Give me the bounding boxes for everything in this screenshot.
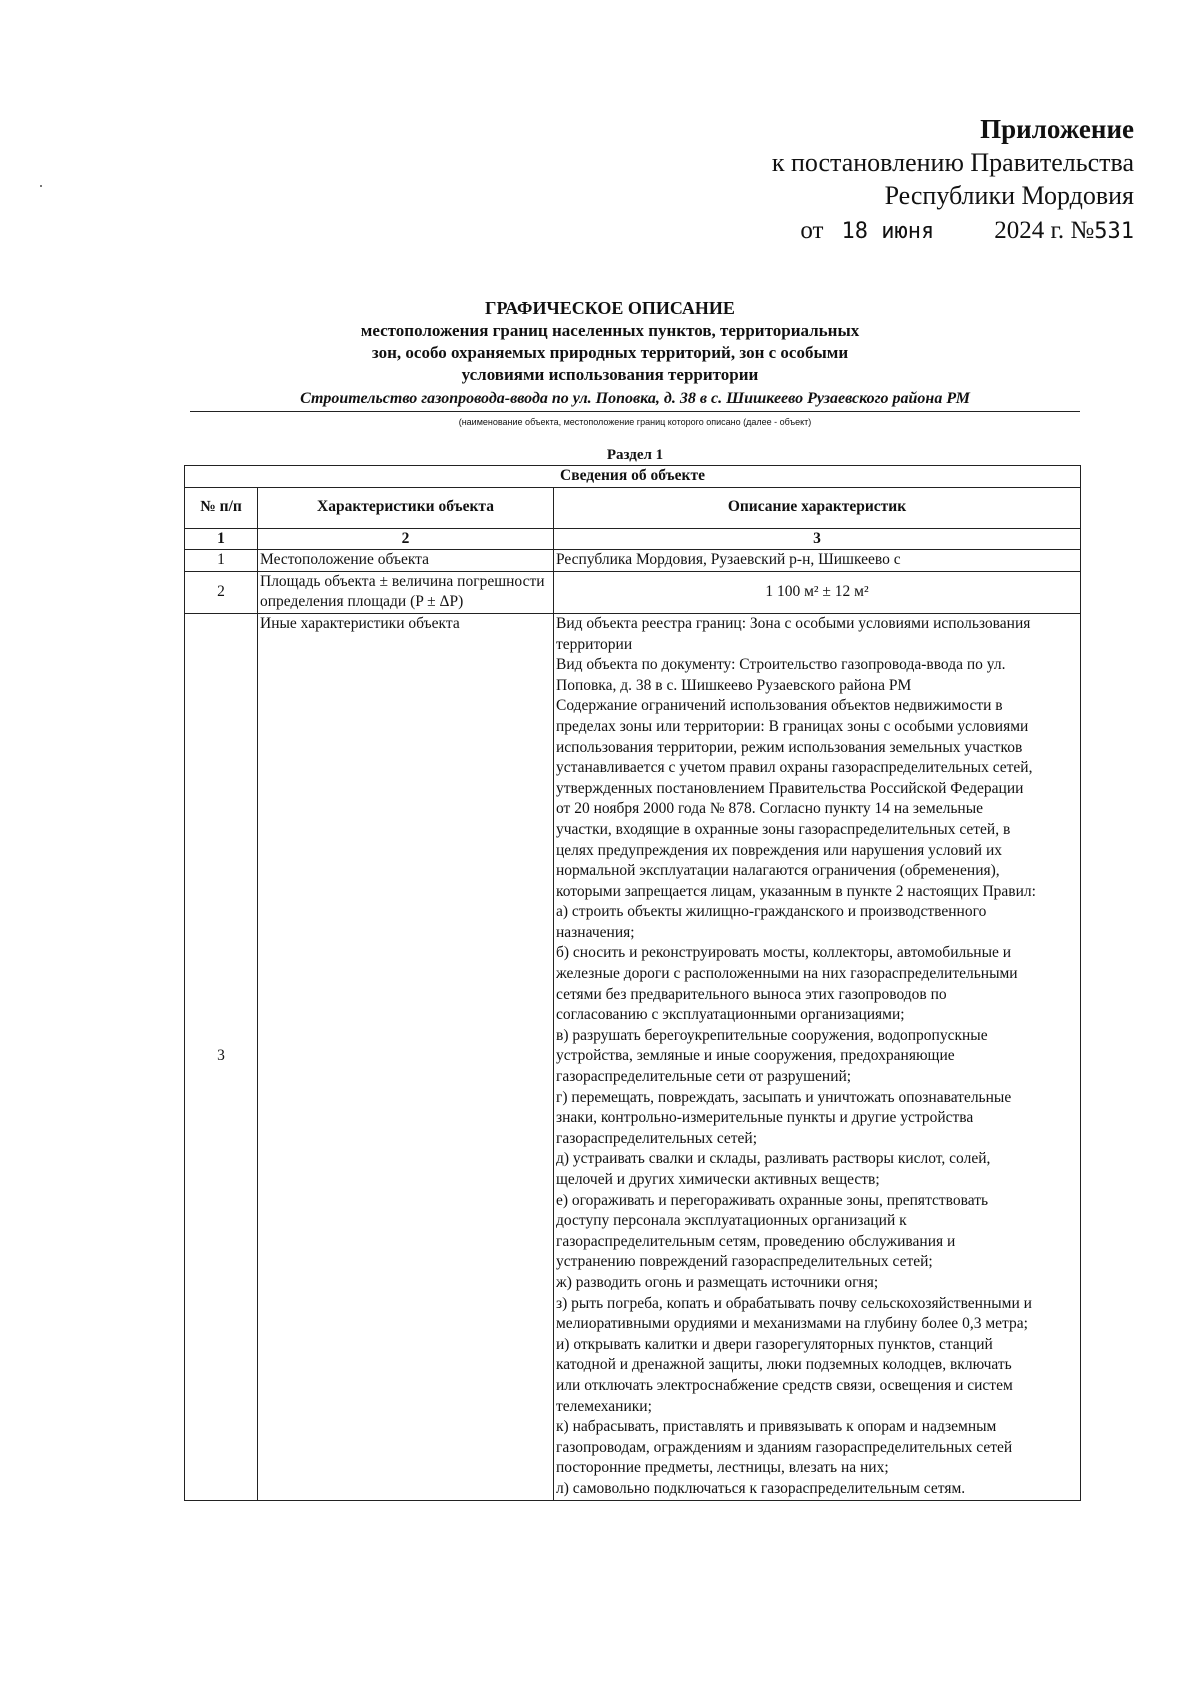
description-line: ж) разводить огонь и размещать источники огня; [556, 1273, 879, 1291]
col-number: 3 [554, 528, 1081, 550]
col-number: 1 [185, 528, 258, 550]
row-characteristic: Площадь объекта ± величина погрешности определения площади (P ± ΔP) [258, 571, 554, 613]
document-subtitle-line: местоположения границ населенных пунктов, территориальных [360, 321, 860, 340]
description-line: участки, входящие в охранные зоны газораспределительных сетей, в [556, 820, 1011, 838]
description-line: устранению повреждений газораспределительных сетей; [556, 1253, 933, 1271]
description-line: согласованию с эксплуатационными организациями; [556, 1006, 905, 1024]
description-line: а) строить объекты жилищно-гражданского и производственного [556, 903, 987, 921]
header-num: № п/п [185, 487, 258, 528]
document-heading [190, 297, 1030, 386]
decree-number: 531 [1094, 219, 1134, 244]
description-line: к) набрасывать, приставлять и привязывать к опорам и надземным [556, 1418, 997, 1436]
section-title: Раздел 1 [606, 447, 664, 463]
description-line: устройства, земляные и иные сооружения, предохраняющие [556, 1047, 955, 1065]
description-line: сетями без предварительного выноса этих газопроводов по [556, 985, 947, 1003]
description-line: которыми запрещается лицам, указанным в пункте 2 настоящих Правил: [556, 882, 1036, 900]
row-description [554, 613, 1081, 1500]
col-number: 2 [258, 528, 554, 550]
description-line: от 20 ноября 2000 года № 878. Согласно пункту 14 на земельные [556, 800, 983, 818]
date-year: 2024 г. № [994, 217, 1095, 244]
document-subtitle-line: зон, особо охраняемых природных территорий, зон с особыми [371, 343, 849, 362]
description-line: телемеханики; [556, 1397, 652, 1415]
row-characteristic: Местоположение объекта [258, 550, 554, 572]
description-line: утвержденных постановлением Правительства Российской Федерации [556, 779, 1024, 797]
description-line: газораспределительные сети от разрушений; [556, 1068, 852, 1086]
table-row [185, 613, 1081, 1500]
row-description: 1 100 м² ± 12 м² [554, 571, 1081, 613]
table-row [185, 550, 1081, 572]
header-description: Описание характеристик [554, 487, 1081, 528]
object-name-hint: (наименование объекта, местоположение границ которого описано (далее - объект) [458, 417, 812, 427]
description-line: катодной и дренажной защиты, люки подземных колодцев, включать [556, 1356, 1012, 1374]
row-num: 3 [185, 613, 258, 1500]
description-line: доступу персонала эксплуатационных организаций к [556, 1212, 907, 1230]
description-line: д) устраивать свалки и склады, разливать растворы кислот, солей, [556, 1150, 991, 1168]
date-day-month: 18 июня [841, 219, 935, 244]
row-characteristic: Иные характеристики объекта [258, 613, 554, 1500]
object-name: Строительство газопровода-ввода по ул. Поповка, д. 38 в с. Шишкеево Рузаевского района РМ [190, 389, 1080, 412]
date-prefix: от [800, 217, 824, 244]
description-line: Содержание ограничений использования объектов недвижимости в [556, 697, 1003, 715]
description-line: е) огораживать и перегораживать охранные зоны, препятствовать [556, 1191, 989, 1209]
table-title: Сведения об объекте [185, 466, 1081, 488]
description-line: г) перемещать, повреждать, засыпать и уничтожать опознавательные [556, 1088, 1012, 1106]
description-line: железные дороги с расположенными на них газораспределительными [556, 965, 1018, 983]
description-line: назначения; [556, 923, 635, 941]
description-line: пределах зоны или территории: В границах зоны с особыми условиями [556, 717, 1029, 735]
description-line: мелиоративными орудиями и механизмами на глубину более 0,3 метра; [556, 1315, 1028, 1333]
description-line: Вид объекта по документу: Строительство газопровода-ввода по ул. [556, 656, 1006, 674]
description-line: газораспределительных сетей; [556, 1129, 758, 1147]
row-num: 2 [185, 571, 258, 613]
description-line: щелочей и других химически активных веществ; [556, 1171, 880, 1188]
description-line: Поповка, д. 38 в с. Шишкеево Рузаевского района РМ [556, 676, 912, 694]
scan-speck [40, 185, 42, 187]
description-line: использования территории, режим использования земельных участков [556, 738, 1023, 756]
description-line: з) рыть погреба, копать и обрабатывать почву сельскохозяйственными и [556, 1294, 1032, 1312]
appendix-title: Приложение [980, 114, 1134, 144]
description-line: устанавливается с учетом правил охраны газораспределительных сетей, [556, 759, 1033, 777]
appendix-header [772, 112, 1134, 248]
document-subtitle-line: условиями использования территории [461, 365, 759, 384]
description-line: посторонние предметы, лестницы, влезать на них; [556, 1459, 889, 1477]
description-line: л) самовольно подключаться к газораспределительным сетям. [556, 1479, 966, 1497]
description-line: целях предупреждения их повреждения или нарушения условий их [556, 841, 1003, 859]
description-line: б) сносить и реконструировать мосты, коллекторы, автомобильные и [556, 944, 1012, 962]
row-description: Республика Мордовия, Рузаевский р-н, Шишкеево с [554, 550, 1081, 572]
description-line: газораспределительным сетям, проведению обслуживания и [556, 1232, 956, 1250]
header-characteristic: Характеристики объекта [258, 487, 554, 528]
description-line: Вид объекта реестра границ: Зона с особыми условиями использования [556, 614, 1031, 632]
description-line: и) открывать калитки и двери газорегуляторных пунктов, станций [556, 1335, 993, 1353]
description-line: территории [556, 635, 633, 653]
table-row [185, 571, 1081, 613]
description-line: в) разрушать берегоукрепительные сооружения, водопропускные [556, 1026, 988, 1044]
appendix-line-2: Республики Мордовия [884, 181, 1134, 210]
description-line: нормальной эксплуатации налагаются ограничения (обременения), [556, 862, 1000, 880]
document-title: ГРАФИЧЕСКОЕ ОПИСАНИЕ [485, 298, 735, 318]
object-info-table [184, 465, 1081, 1501]
description-line: знаки, контрольно-измерительные пункты и другие устройства [556, 1109, 974, 1127]
row-num: 1 [185, 550, 258, 572]
appendix-line-1: к постановлению Правительства [771, 148, 1134, 177]
description-line: газопроводам, ограждениям и зданиям газораспределительных сетей [556, 1438, 1013, 1456]
description-line: или отключать электроснабжение средств связи, освещения и систем [556, 1376, 1013, 1394]
appendix-date-line [772, 214, 1134, 248]
